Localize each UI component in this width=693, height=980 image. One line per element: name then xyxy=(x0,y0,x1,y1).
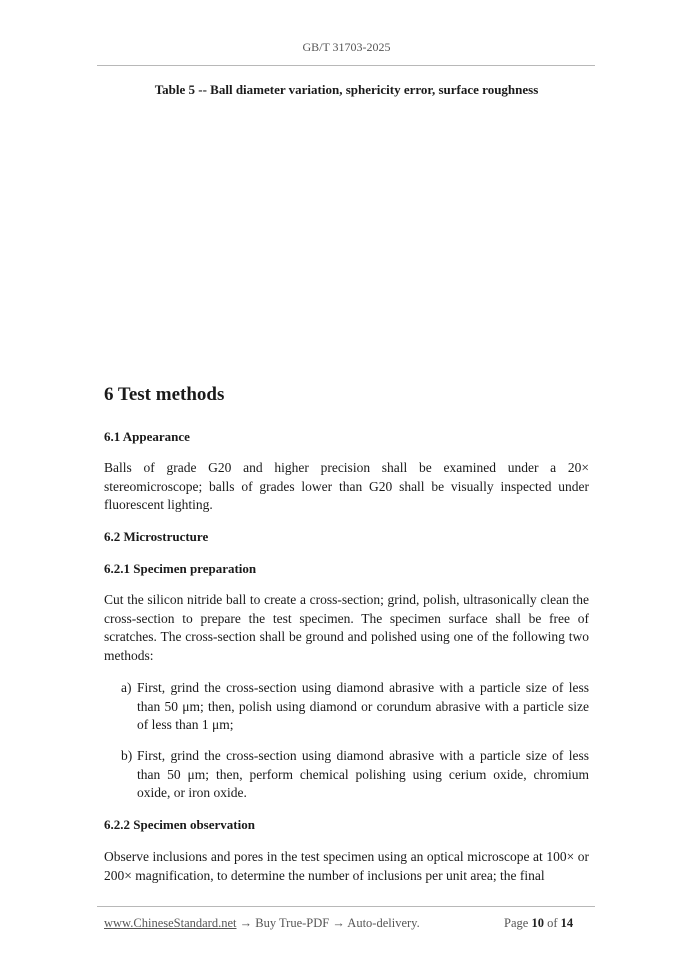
section-text-6-2-2: Observe inclusions and pores in the test specimen using an optical microscope at 100× or 200× magnification, to determine the number of inclusions per unit area; the final xyxy=(104,849,589,883)
page-indicator xyxy=(504,916,573,931)
section-title-6-2-1: 6.2.1 Specimen preparation xyxy=(104,561,257,576)
list-item-text: First, grind the cross-section using diamond abrasive with a particle size of less than 50 μm; then, perform chemical polishing using cerium oxide, chromium oxide, or iron oxide. xyxy=(137,748,589,800)
footer-promo xyxy=(104,916,420,931)
section-text-6-1: Balls of grade G20 and higher precision shall be examined under a 20× stereomicroscope; balls of grades lower than G20 shall be visually inspected under fluorescent lighting. xyxy=(104,460,589,512)
page-total: 14 xyxy=(560,916,574,930)
document-id: GB/T 31703-2025 xyxy=(302,40,391,54)
section-title-6-2: 6.2 Microstructure xyxy=(104,529,209,544)
section-text-6-2-1: Cut the silicon nitride ball to create a cross-section; grind, polish, ultrasonically clean the cross-section to prepare the test specimen. The specimen surface shall be free of scratches. The cross-section shall be ground and polished using one of the following two methods: xyxy=(104,592,589,663)
list-marker: b) xyxy=(121,748,133,763)
list-item xyxy=(121,747,589,803)
website-link[interactable]: www.ChineseStandard.net xyxy=(104,916,237,930)
section-title-6-1: 6.1 Appearance xyxy=(104,429,190,444)
footer-divider xyxy=(97,906,595,907)
page-label: Page xyxy=(504,916,529,930)
list-item-text: First, grind the cross-section using diamond abrasive with a particle size of less than 50 μm; then, polish using diamond or corundum abrasive with a particle size of less than 1 μm; xyxy=(137,680,589,732)
list-marker: a) xyxy=(121,680,132,695)
table-caption: Table 5 -- Ball diameter variation, sphericity error, surface roughness xyxy=(154,82,539,97)
section-title-6-2-2: 6.2.2 Specimen observation xyxy=(104,817,255,832)
section-title-6: 6 Test methods xyxy=(104,384,225,405)
of-label: of xyxy=(547,916,558,930)
list-item xyxy=(121,679,589,735)
page-number: 10 xyxy=(531,916,544,930)
header-divider xyxy=(97,65,595,66)
footer-promo-text: → Buy True-PDF → Auto-delivery. xyxy=(236,916,420,930)
